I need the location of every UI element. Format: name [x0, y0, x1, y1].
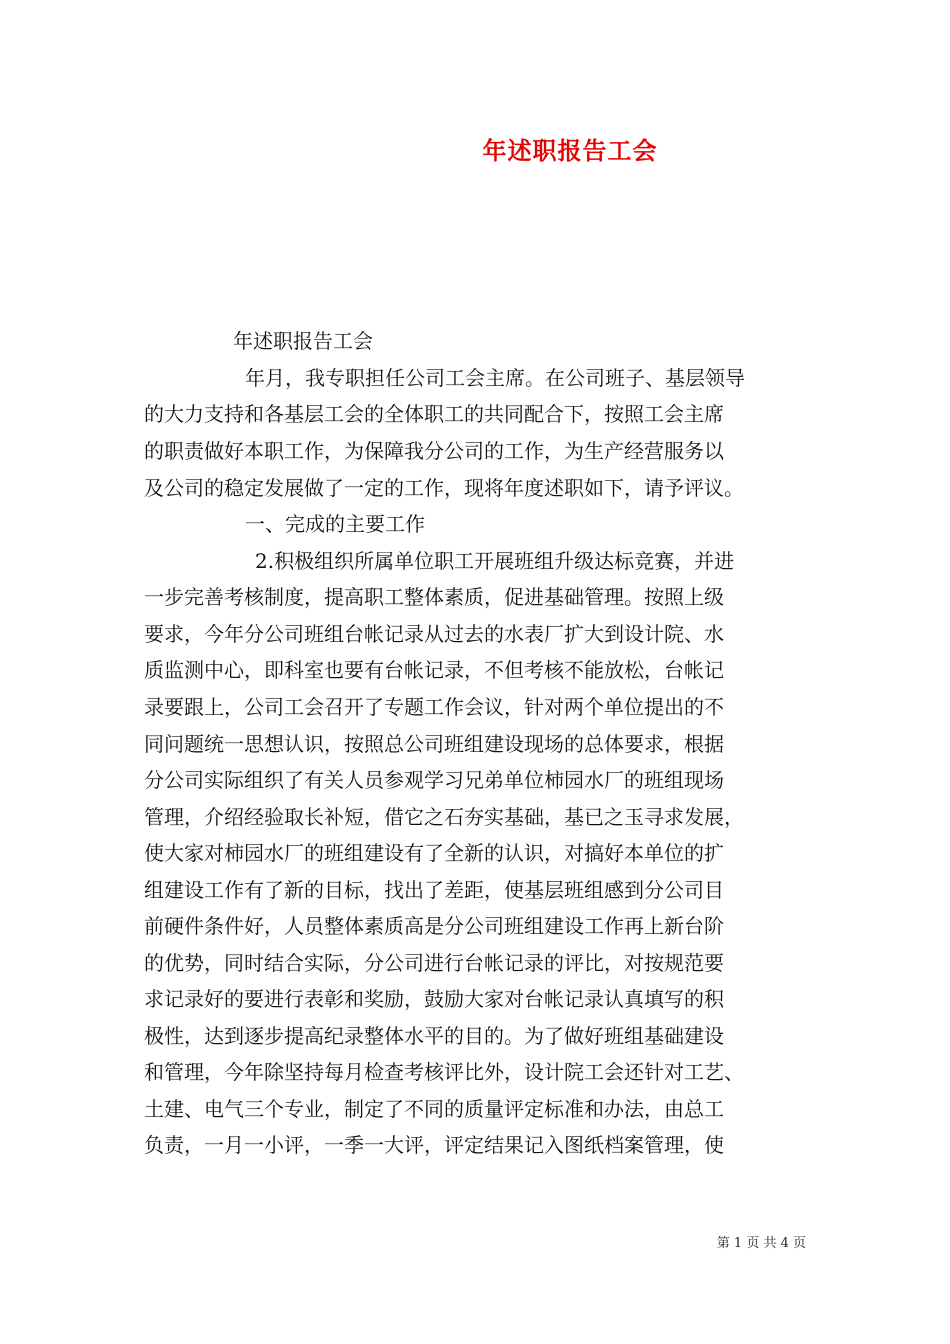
body-line-21: 土建、电气三个专业，制定了不同的质量评定标准和办法，由总工 [144, 1097, 724, 1121]
body-line-3: 的职责做好本职工作，为保障我分公司的工作，为生产经营服务以 [144, 439, 724, 463]
body-line-11: 同问题统一思想认识，按照总公司班组建设现场的总体要求，根据 [144, 732, 724, 756]
body-line-10: 录要跟上，公司工会召开了专题工作会议，针对两个单位提出的不 [144, 695, 724, 719]
body-line-8: 要求，今年分公司班组台帐记录从过去的水表厂扩大到设计院、水 [144, 622, 724, 646]
body-line-22: 负责，一月一小评，一季一大评，评定结果记入图纸档案管理，使 [144, 1133, 724, 1157]
body-line-4: 及公司的稳定发展做了一定的工作，现将年度述职如下，请予评议。 [144, 476, 744, 500]
body-line-19: 极性，达到逐步提高纪录整体水平的目的。为了做好班组基础建设 [144, 1024, 724, 1048]
document-title: 年述职报告工会 [482, 136, 658, 165]
body-line-12: 分公司实际组织了有关人员参观学习兄弟单位柿园水厂的班组现场 [144, 768, 724, 792]
body-line-9: 质监测中心，即科室也要有台帐记录，不但考核不能放松，台帐记 [144, 658, 724, 682]
body-line-1: 年月，我专职担任公司工会主席。在公司班子、基层领导 [245, 366, 745, 390]
document-heading: 年述职报告工会 [233, 329, 373, 353]
body-line-7: 一步完善考核制度，提高职工整体素质，促进基础管理。按照上级 [144, 585, 724, 609]
body-line-14: 使大家对柿园水厂的班组建设有了全新的认识，对搞好本单位的扩 [144, 841, 724, 865]
body-line-2: 的大力支持和各基层工会的全体职工的共同配合下，按照工会主席 [144, 402, 724, 426]
body-line-18: 求记录好的要进行表彰和奖励，鼓励大家对台帐记录认真填写的积 [144, 987, 724, 1011]
body-line-15: 组建设工作有了新的目标，找出了差距，使基层班组感到分公司目 [144, 878, 724, 902]
page-number-footer: 第 1 页 共 4 页 [716, 1236, 806, 1251]
body-line-20: 和管理，今年除坚持每月检查考核评比外，设计院工会还针对工艺、 [144, 1060, 744, 1084]
body-line-13: 管理，介绍经验取长补短，借它之石夯实基础，基已之玉寻求发展， [144, 805, 744, 829]
body-line-16: 前硬件条件好，人员整体素质高是分公司班组建设工作再上新台阶 [144, 914, 724, 938]
section-heading-1: 一、完成的主要工作 [245, 512, 425, 536]
body-line-6: 2.积极组织所属单位职工开展班组升级达标竞赛，并进 [255, 549, 735, 573]
body-line-17: 的优势，同时结合实际，分公司进行台帐记录的评比，对按规范要 [144, 951, 724, 975]
